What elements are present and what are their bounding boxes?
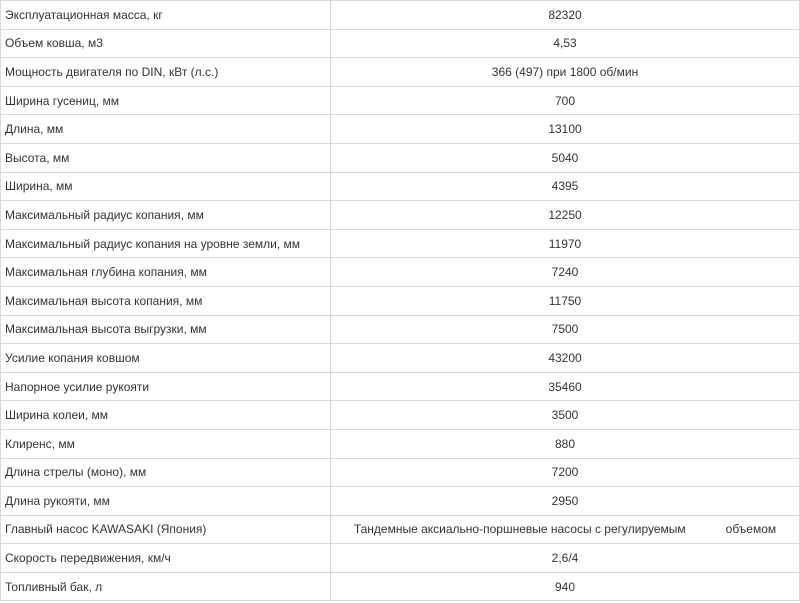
spec-label: Мощность двигателя по DIN, кВт (л.с.) [1,58,331,87]
spec-label: Максимальная высота копания, мм [1,286,331,315]
spec-value: 3500 [331,401,800,430]
spec-label: Длина рукояти, мм [1,487,331,516]
spec-label: Напорное усилие рукояти [1,372,331,401]
table-row [1,315,800,344]
table-row [1,544,800,573]
table-row [1,143,800,172]
spec-label: Максимальный радиус копания, мм [1,201,331,230]
spec-value: 11970 [331,229,800,258]
spec-label: Высота, мм [1,143,331,172]
table-row [1,172,800,201]
spec-value: 43200 [331,344,800,373]
specifications-body [1,1,800,601]
spec-label: Ширина гусениц, мм [1,86,331,115]
table-row [1,229,800,258]
spec-label: Максимальная высота выгрузки, мм [1,315,331,344]
spec-value: 4395 [331,172,800,201]
spec-value: 13100 [331,115,800,144]
spec-label: Объем ковша, м3 [1,29,331,58]
spec-value: 11750 [331,286,800,315]
spec-value: Тандемные аксиально-поршневые насосы с регулируемым [353,522,686,537]
spec-value: 366 (497) при 1800 об/мин [331,58,800,87]
table-row [1,201,800,230]
table-row [1,115,800,144]
spec-label: Топливный бак, л [1,572,331,601]
spec-value: 5040 [331,143,800,172]
spec-label: Главный насос KAWASAKI (Япония) [1,515,331,544]
spec-value: 7500 [331,315,800,344]
table-row [1,29,800,58]
spec-value-cell [331,515,800,544]
spec-label: Длина стрелы (моно), мм [1,458,331,487]
spec-value: 12250 [331,201,800,230]
spec-value: 35460 [331,372,800,401]
spec-value: 2950 [331,487,800,516]
spec-label: Длина, мм [1,115,331,144]
table-row [1,458,800,487]
spec-value: 880 [331,429,800,458]
spec-value: 7240 [331,258,800,287]
table-row [1,372,800,401]
spec-label: Ширина, мм [1,172,331,201]
spec-value: 2,6/4 [331,544,800,573]
spec-value-tail: объемом [725,522,777,537]
table-row [1,1,800,30]
spec-label: Клиренс, мм [1,429,331,458]
table-row [1,286,800,315]
table-row [1,572,800,601]
spec-value: 700 [331,86,800,115]
spec-label: Эксплуатационная масса, кг [1,1,331,30]
table-row [1,58,800,87]
table-row [1,258,800,287]
spec-label: Максимальная глубина копания, мм [1,258,331,287]
spec-value: 82320 [331,1,800,30]
spec-label: Скорость передвижения, км/ч [1,544,331,573]
table-row [1,515,800,544]
table-row [1,344,800,373]
spec-value: 7200 [331,458,800,487]
table-row [1,401,800,430]
spec-label: Максимальный радиус копания на уровне земли, мм [1,229,331,258]
table-row [1,86,800,115]
spec-label: Усилие копания ковшом [1,344,331,373]
table-row [1,429,800,458]
spec-value: 940 [331,572,800,601]
spec-label: Ширина колеи, мм [1,401,331,430]
table-row [1,487,800,516]
spec-value: 4,53 [331,29,800,58]
